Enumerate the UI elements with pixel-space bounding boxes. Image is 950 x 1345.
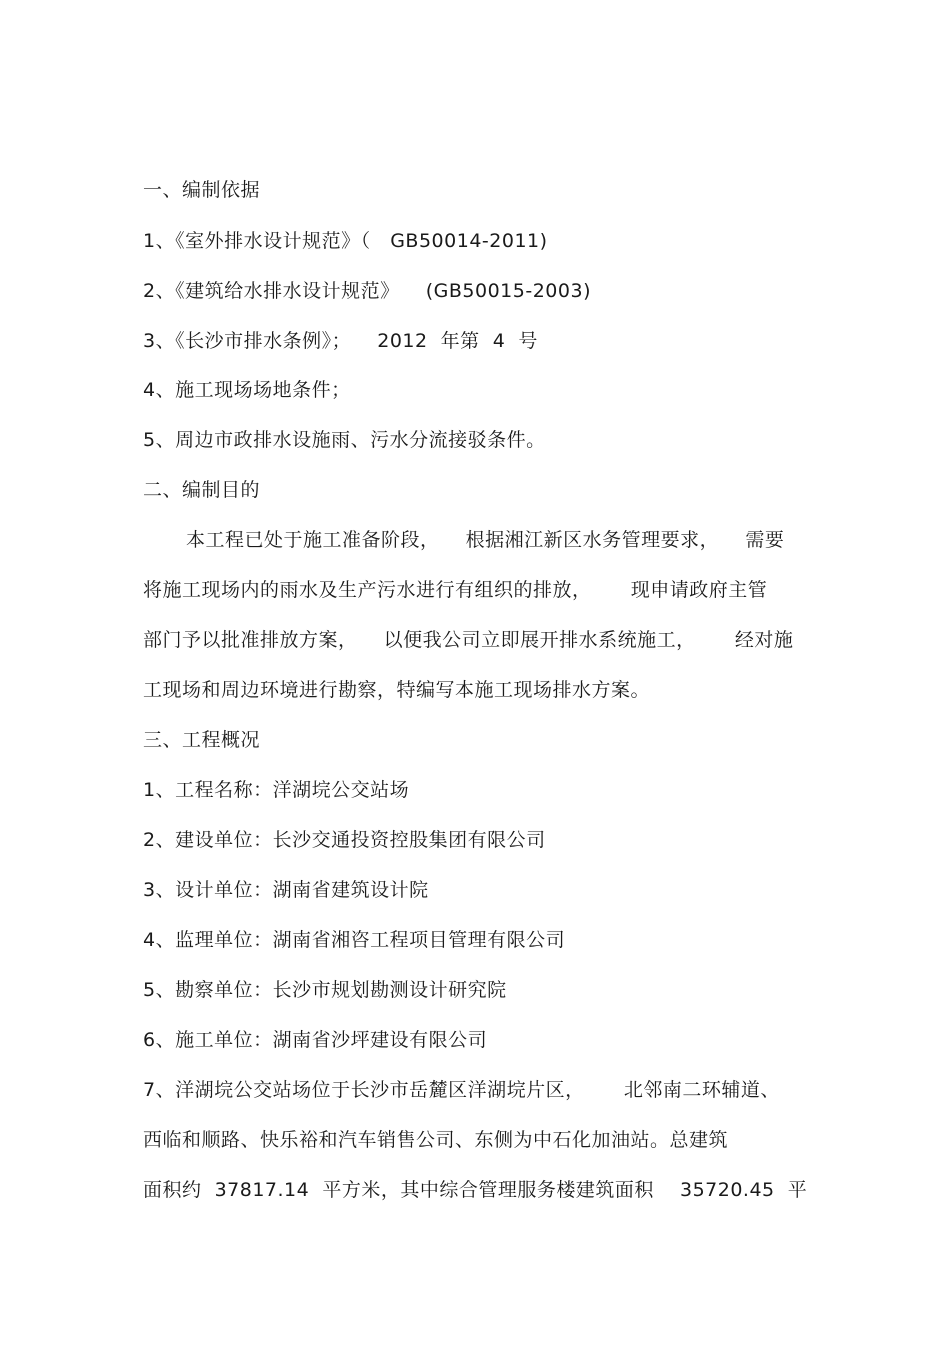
overview-item-3: 3、设计单位：湖南省建筑设计院 bbox=[143, 879, 429, 901]
purpose-paragraph-line-3: 部门予以批准排放方案， 以便我公司立即展开排水系统施工， 经对施 bbox=[143, 629, 794, 651]
overview-item-7-line-3: 面积约 37817.14 平方米，其中综合管理服务楼建筑面积 35720.45 平 bbox=[143, 1179, 808, 1201]
purpose-paragraph-line-2: 将施工现场内的雨水及生产污水进行有组织的排放， 现申请政府主管 bbox=[143, 579, 768, 601]
overview-item-2: 2、建设单位：长沙交通投资控股集团有限公司 bbox=[143, 829, 546, 851]
section-heading-basis: 一、编制依据 bbox=[143, 179, 261, 201]
purpose-paragraph-line-1: 本工程已处于施工准备阶段， 根据湘江新区水务管理要求， 需要 bbox=[186, 529, 785, 551]
overview-item-5: 5、勘察单位：长沙市规划勘测设计研究院 bbox=[143, 979, 507, 1001]
basis-item-3: 3、《长沙市排水条例》； 2012 年第 4 号 bbox=[143, 330, 538, 352]
overview-item-7-line-2: 西临和顺路、快乐裕和汽车销售公司、东侧为中石化加油站。总建筑 bbox=[143, 1129, 729, 1151]
overview-item-1: 1、工程名称：洋湖垸公交站场 bbox=[143, 779, 410, 801]
section-heading-overview: 三、工程概况 bbox=[143, 729, 261, 751]
overview-item-7-line-1: 7、洋湖垸公交站场位于长沙市岳麓区洋湖垸片区， 北邻南二环辅道、 bbox=[143, 1079, 780, 1101]
basis-item-4: 4、施工现场场地条件； bbox=[143, 379, 351, 401]
overview-item-6: 6、施工单位：湖南省沙坪建设有限公司 bbox=[143, 1029, 488, 1051]
purpose-paragraph-line-4: 工现场和周边环境进行勘察，特编写本施工现场排水方案。 bbox=[143, 679, 651, 701]
basis-item-2: 2、《建筑给水排水设计规范》 (GB50015-2003) bbox=[143, 280, 591, 302]
section-heading-purpose: 二、编制目的 bbox=[143, 479, 261, 501]
basis-item-1: 1、《室外排水设计规范》（ GB50014-2011) bbox=[143, 230, 548, 252]
overview-item-4: 4、监理单位：湖南省湘咨工程项目管理有限公司 bbox=[143, 929, 566, 951]
basis-item-5: 5、周边市政排水设施雨、污水分流接驳条件。 bbox=[143, 429, 546, 451]
